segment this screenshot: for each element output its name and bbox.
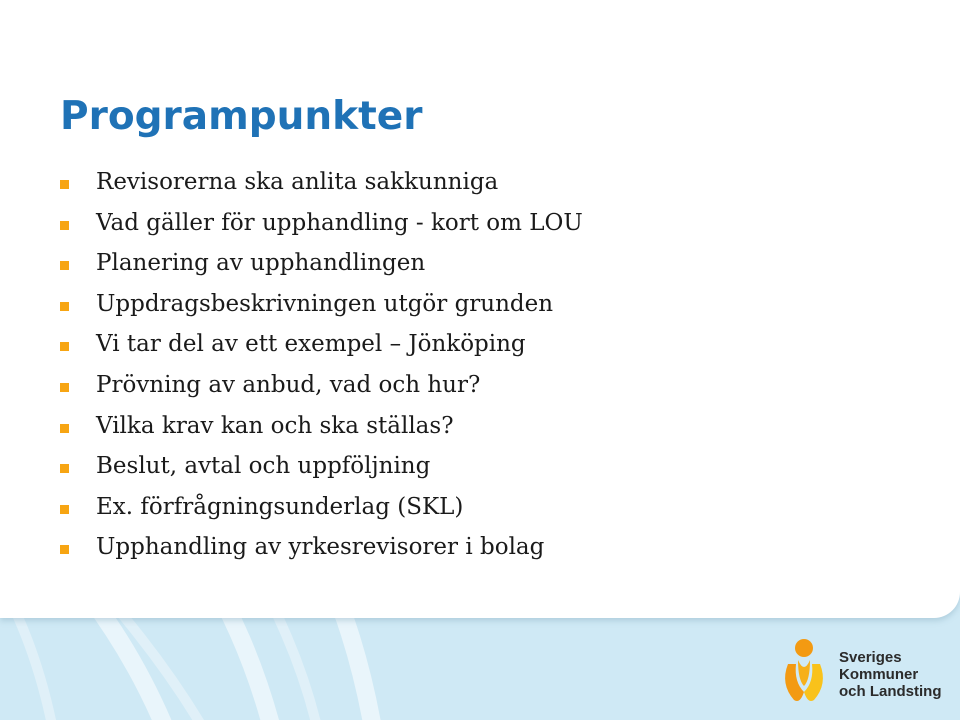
logo-line: Sveriges: [839, 649, 902, 666]
square-bullet-icon: [60, 383, 69, 392]
square-bullet-icon: [60, 545, 69, 554]
square-bullet-icon: [60, 424, 69, 433]
bullet-text: Revisorerna ska anlita sakkunniga: [96, 169, 499, 195]
bullet-text: Vi tar del av ett exempel – Jönköping: [96, 331, 526, 358]
bullet-text: Upphandling av yrkesrevisorer i bolag: [96, 534, 545, 561]
slide-title: Programpunkter: [60, 94, 423, 139]
square-bullet-icon: [60, 464, 69, 473]
square-bullet-icon: [60, 221, 69, 230]
bullet-text: Uppdragsbeskrivningen utgör grunden: [96, 290, 554, 317]
logo-wordmark: [839, 649, 942, 700]
square-bullet-icon: [60, 180, 69, 189]
skl-logo: [780, 634, 950, 714]
bullet-text: Vilka krav kan och ska ställas?: [96, 412, 454, 439]
skl-logo-icon: [780, 634, 830, 706]
logo-line: och Landsting: [839, 683, 942, 700]
square-bullet-icon: [60, 342, 69, 351]
square-bullet-icon: [60, 261, 69, 270]
bullet-text: Beslut, avtal och uppföljning: [96, 453, 431, 480]
square-bullet-icon: [60, 505, 69, 514]
bullet-text: Vad gäller för upphandling - kort om LOU: [96, 209, 583, 236]
logo-line: Kommuner: [839, 666, 919, 683]
bullet-text: Planering av upphandlingen: [96, 250, 426, 277]
bullet-text: Ex. förfrågningsunderlag (SKL): [96, 493, 464, 520]
bullet-text: Prövning av anbud, vad och hur?: [96, 371, 481, 398]
square-bullet-icon: [60, 302, 69, 311]
